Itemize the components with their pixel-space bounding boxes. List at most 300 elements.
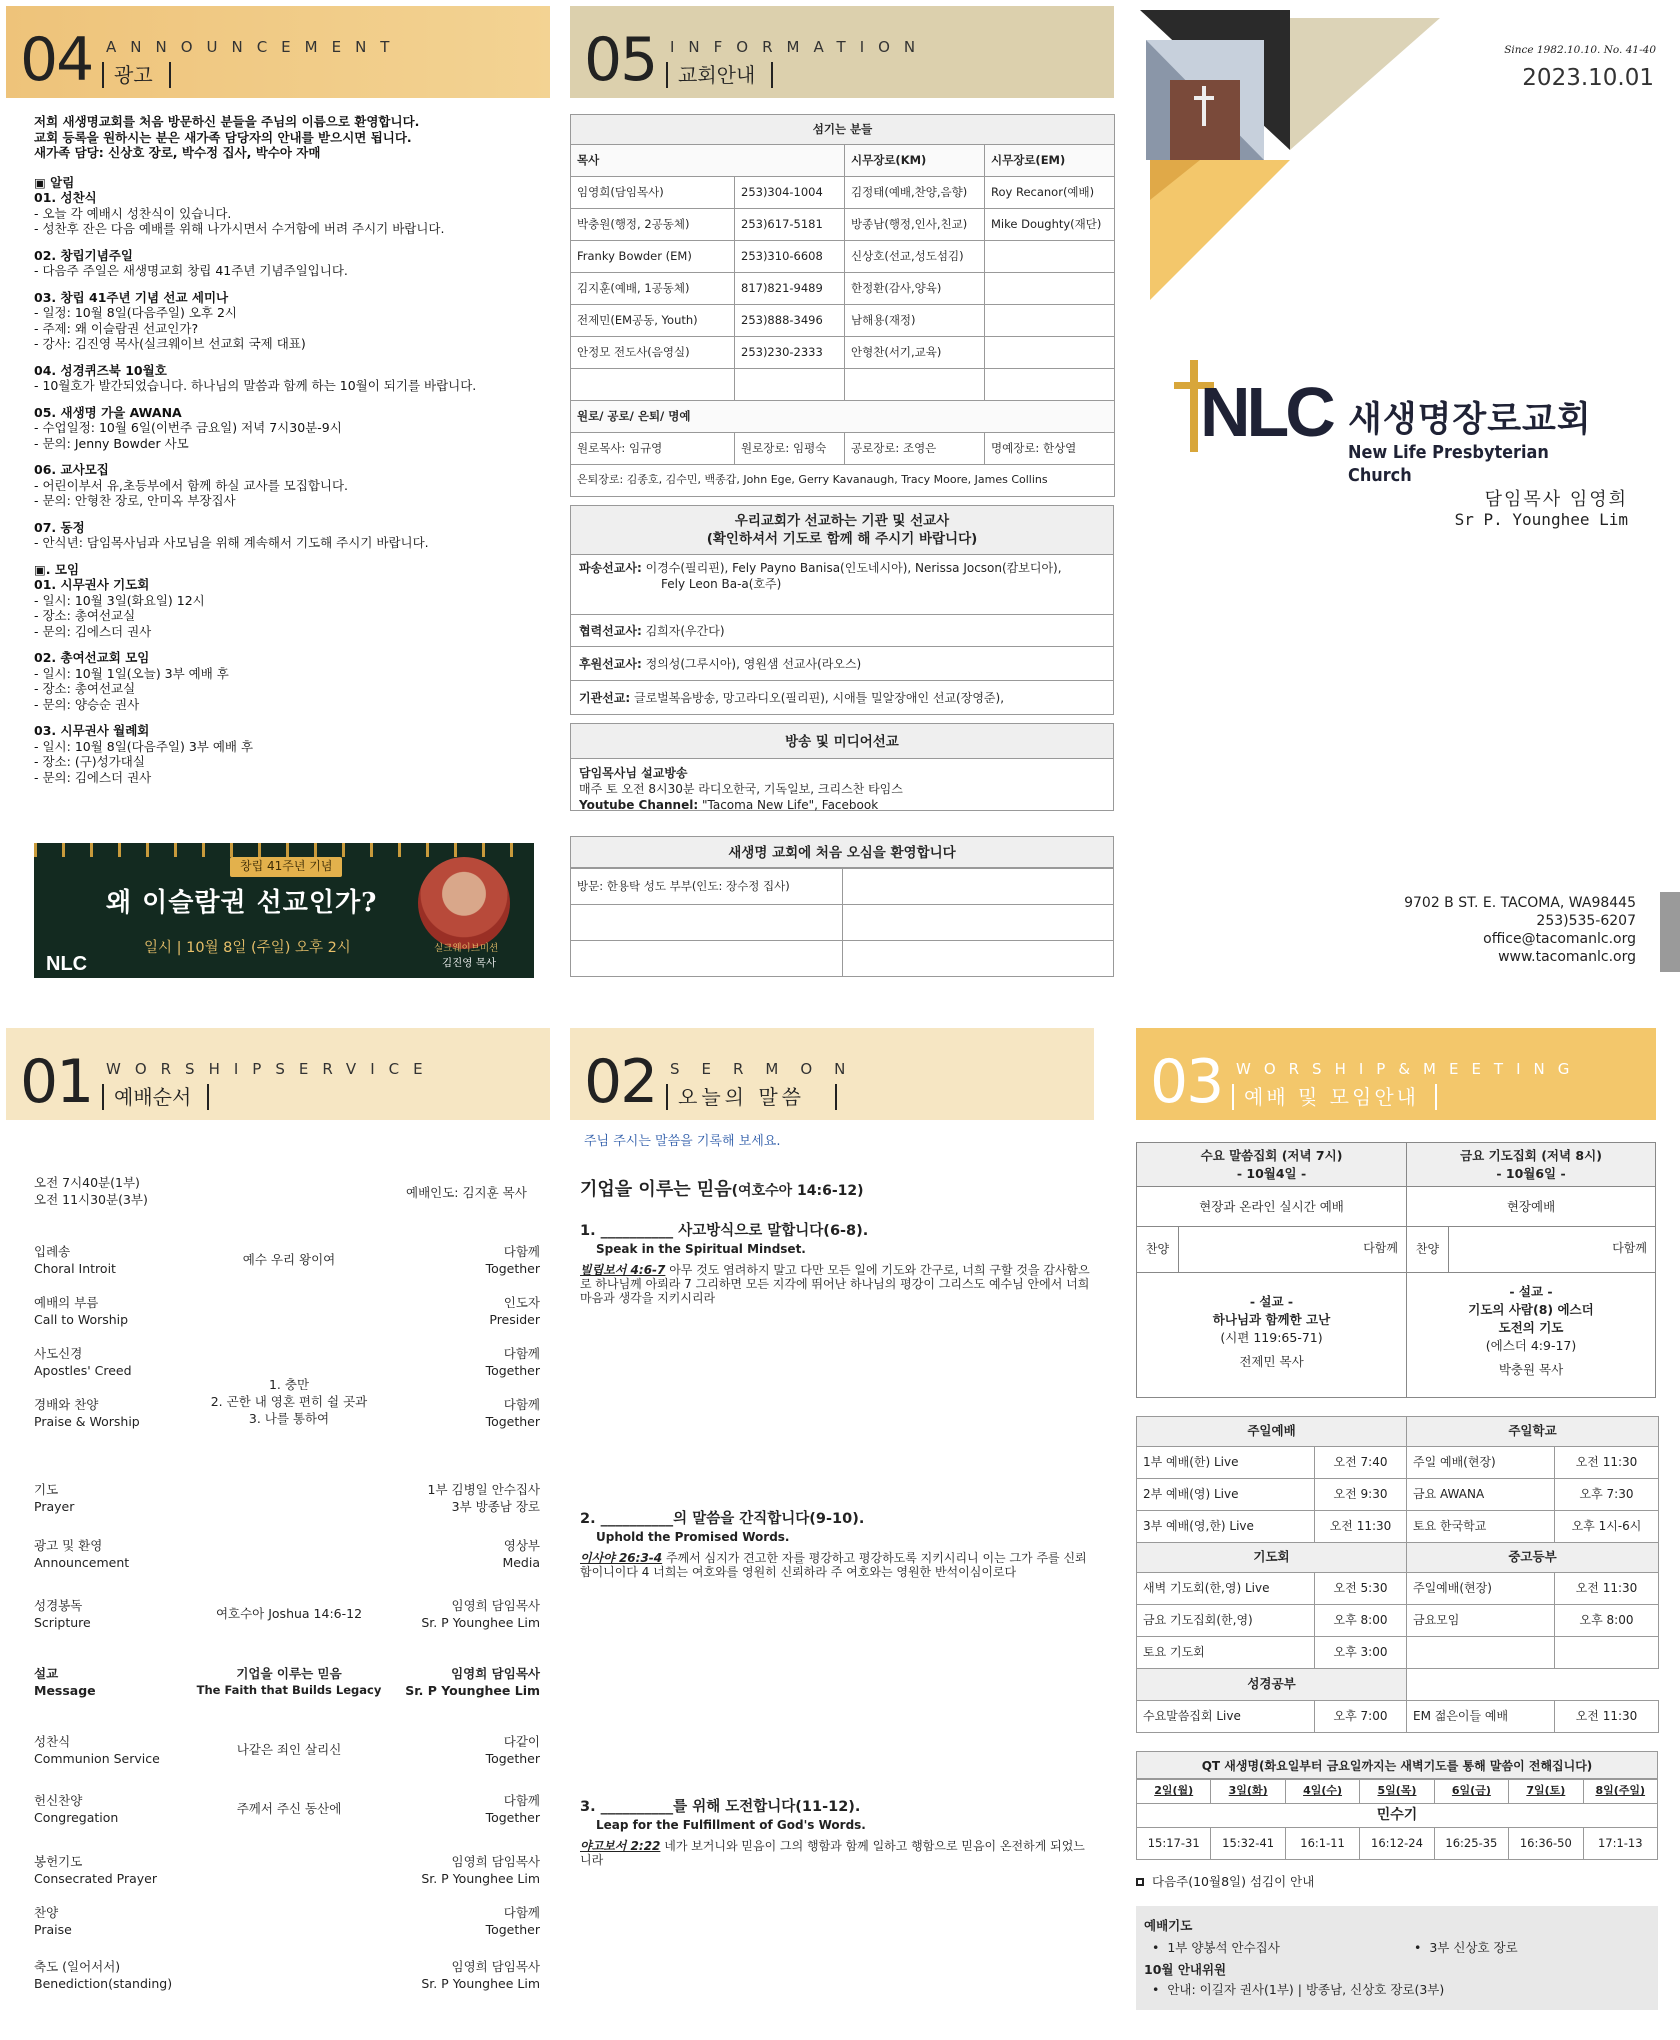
mission-org-list: 글로벌복음방송, 망고라디오(필리핀), 시애틀 밀알장애인 선교(장영준),: [634, 691, 1005, 705]
wed-sermon: [1137, 1273, 1407, 1397]
qt-title: QT 새생명(화요일부터 금요일까지는 새벽기도를 통해 말씀이 전해집니다): [1136, 1751, 1658, 1779]
worship-item-leader: [486, 1792, 540, 1826]
section-title-en: WORSHIP&MEETING: [1236, 1060, 1583, 1078]
notice-item-line: - 문의: 김에스더 권사: [34, 769, 152, 785]
staff-row: [571, 241, 1115, 273]
cover-graphics: [1140, 10, 1680, 340]
worship-item: [34, 1792, 540, 1834]
midweek-box: [1136, 1142, 1656, 1398]
schedule-heading: 중고등부: [1407, 1543, 1659, 1573]
verse-ref: 이사야 26:3-4: [580, 1551, 663, 1565]
worship-leader-en: Together: [485, 1261, 540, 1276]
staff-cell: [571, 369, 735, 401]
qt-day: 2일(월): [1137, 1780, 1211, 1804]
qt-day: 4일(수): [1285, 1780, 1359, 1804]
staff-row: [571, 209, 1115, 241]
fri-sermon: [1407, 1273, 1655, 1397]
worship-leader-ko: 임영희 담임목사: [451, 1959, 540, 1974]
worship-item-en: Call to Worship: [34, 1312, 129, 1327]
qt-ref: 17:1-13: [1583, 1828, 1657, 1860]
mission-title: [570, 505, 1114, 555]
notice-item-line: - 강사: 김진영 목사(실크웨이브 선교회 국제 대표): [34, 336, 306, 351]
notice-item-title: 05. 새생명 가을 AWANA: [34, 404, 182, 420]
visitor-1: 방문: 한용탁 성도 부부(인도: 장수정 집사): [571, 869, 843, 905]
staff-table-wrap: [570, 114, 1114, 497]
notice-item: [34, 723, 544, 785]
worship-item: [34, 1243, 540, 1285]
next-week-heading: [1136, 1874, 1314, 1890]
pastor-en: Sr P. Younghee Lim: [1454, 510, 1628, 529]
worship-item-en: Choral Introit: [34, 1261, 116, 1276]
worship-item-leader: [486, 1733, 540, 1767]
worship-item-ko: 헌신찬양: [34, 1793, 83, 1808]
elder-3: 공로장로: 조영은: [845, 433, 985, 465]
notice-item-line: - 문의: 안형찬 장로, 안미옥 부장집사: [34, 493, 236, 508]
mission-org: [570, 681, 1114, 715]
worship-leader-en: 3부 방종남 장로: [451, 1499, 540, 1514]
staff-cell: Mike Doughty(재단): [985, 209, 1115, 241]
schedule-row: [1137, 1605, 1659, 1637]
fri-sermon-title: 기도의 사람(8) 에스더: [1468, 1302, 1594, 1317]
fri-hymn-label: 찬양: [1407, 1227, 1449, 1272]
qt-ref: 15:17-31: [1137, 1828, 1211, 1860]
worship-leader-en: Sr. P Younghee Lim: [405, 1683, 540, 1698]
col-km-elder: 시무장로(KM): [845, 145, 985, 177]
staff-cell: 김정태(예배,찬양,음향): [845, 177, 985, 209]
qt-ref: 16:12-24: [1360, 1828, 1434, 1860]
schedule-cell: 1부 예배(한) Live: [1137, 1447, 1315, 1479]
staff-header-row: [571, 145, 1115, 177]
notice-item: [34, 363, 544, 394]
sermon-point-en: Uphold the Promised Words.: [596, 1530, 790, 1544]
worship-leader-ko: 인도자: [503, 1295, 540, 1310]
section-title-en: WORSHIPSERVICE: [106, 1060, 437, 1078]
wed-title-2: - 10월4일 -: [1236, 1166, 1307, 1181]
staff-table: [570, 114, 1115, 497]
schedule-heading: 성경공부: [1137, 1669, 1407, 1701]
staff-cell: 253)888-3496: [735, 305, 845, 337]
schedule-cell: 오전 5:30: [1315, 1573, 1407, 1605]
notice-item: [34, 248, 544, 279]
staff-cell: 임영희(담임목사): [571, 177, 735, 209]
worship-leader-ko: 임영희 담임목사: [451, 1854, 540, 1869]
qt-day: 3일(화): [1211, 1780, 1285, 1804]
schedule-row: [1137, 1573, 1659, 1605]
schedule-cell: 토요 기도회: [1137, 1637, 1315, 1669]
square-bullet-icon: [1136, 1878, 1144, 1886]
sermon-point-heading: 3. __________를 위해 도전합니다(11-12).: [580, 1799, 861, 1815]
schedule-cell: EM 젊은이들 예배: [1407, 1701, 1555, 1733]
notice-item-line: - 일정: 10월 8일(다음주일) 오후 2시: [34, 305, 237, 320]
staff-row: [571, 273, 1115, 305]
worship-leader-ko: 다함께: [503, 1793, 540, 1808]
church-cross-h: [1194, 96, 1214, 100]
worship-item: [34, 1733, 540, 1775]
wed-title-1: 수요 말씀집회 (저녁 7시): [1200, 1148, 1343, 1163]
mission-support: [570, 647, 1114, 681]
fri-hymn-lead: 다함께: [1612, 1241, 1647, 1255]
worship-item: [34, 1481, 540, 1523]
fri-sermon-ref: (에스더 4:9-17): [1485, 1338, 1577, 1353]
worship-item-leader: [421, 1958, 540, 1992]
worship-item-name: [34, 1537, 224, 1571]
issue-since: Since 1982.10.10. No. 41-40: [1504, 44, 1656, 56]
qt-days-row: [1137, 1780, 1658, 1804]
notice-item: [34, 520, 544, 551]
section-number: 04: [20, 25, 93, 95]
worship-leader-en: Together: [485, 1751, 540, 1766]
elders-title: 원로/ 공로/ 은퇴/ 명예: [571, 401, 1115, 433]
worship-item-en: Apostles' Creed: [34, 1363, 132, 1378]
pastor-ko: 담임목사 임영희: [1484, 489, 1628, 510]
worship-leader-ko: 1부 김병일 안수집사: [427, 1482, 540, 1497]
worship-item-en: Praise: [34, 1922, 72, 1937]
verse-ref: 야고보서 2:22: [580, 1839, 661, 1853]
church-name-ko: 새생명장로교회: [1348, 400, 1592, 440]
banner-org: 실크웨이브미션: [434, 943, 499, 954]
seminar-banner[interactable]: [34, 843, 534, 978]
media-line-1: 담임목사님 설교방송: [579, 766, 688, 780]
schedule-row: [1137, 1511, 1659, 1543]
church-cross-v: [1202, 86, 1206, 126]
section-title-en: SERMON: [670, 1060, 868, 1078]
youtube-label: Youtube Channel:: [579, 798, 699, 812]
staff-cell: 박충원(행정, 2공동체): [571, 209, 735, 241]
notice-item-line: - 문의: Jenny Bowder 사모: [34, 435, 189, 451]
schedule-cell: 오전 11:30: [1555, 1701, 1659, 1733]
header-02: [570, 1028, 1094, 1120]
schedule-row: [1137, 1637, 1659, 1669]
worship-item-ko: 설교: [34, 1666, 59, 1681]
mission-partner: [570, 615, 1114, 647]
qt-book-row: [1137, 1804, 1658, 1828]
youtube-channel[interactable]: "Tacoma New Life", Facebook: [701, 798, 879, 812]
worship-leader-ko: 다함께: [503, 1397, 540, 1412]
fri-hymn: [1407, 1227, 1655, 1273]
notice-item-title: 01. 성찬식: [34, 190, 97, 205]
prayer-heading: 예배기도: [1144, 1918, 1193, 1933]
usher-heading: 10월 안내위원: [1144, 1962, 1227, 1977]
col-em-elder: 시무장로(EM): [985, 145, 1115, 177]
notice-item-title: 02. 창립기념주일: [34, 247, 133, 263]
schedule-header-row: [1137, 1543, 1659, 1573]
worship-item-leader: [486, 1904, 540, 1938]
wed-hymn-label: 찬양: [1137, 1227, 1179, 1272]
visitor-table: [570, 868, 1114, 977]
prayer-1-text: 1부 양봉석 안수집사: [1167, 1940, 1280, 1955]
worship-item-name: [34, 1904, 224, 1938]
qt-ref: 16:36-50: [1509, 1828, 1583, 1860]
fri-sermon-subtitle: 도전의 기도: [1498, 1320, 1564, 1335]
notice-item-title: 03. 시무권사 월례회: [34, 723, 150, 738]
notice-item-line: - 오늘 각 예배시 성찬식이 있습니다.: [34, 205, 232, 221]
schedule-heading: 기도회: [1137, 1543, 1407, 1573]
sermon-point: [580, 1222, 1094, 1305]
triangle-tan: [1290, 18, 1440, 150]
prayer-list: [1144, 1936, 1650, 1960]
prayer-1: • 1부 양봉석 안수집사: [1152, 1940, 1280, 1955]
worship-item-en: Message: [34, 1683, 96, 1698]
mission-sent-list: 이경수(필리핀), Fely Payno Banisa(인도네시아), Nerissa Jocson(캄보디아),: [645, 561, 1062, 575]
notice-item-line: - 안식년: 담임목사님과 사모님을 위해 계속해서 기도해 주시기 바랍니다.: [34, 535, 429, 550]
qt-ref: 15:32-41: [1211, 1828, 1285, 1860]
notice-item: [34, 650, 544, 712]
address-line: 9702 B ST. E. TACOMA, WA98445: [1404, 895, 1636, 911]
visitor-5: [571, 941, 843, 977]
worship-item-name: [34, 1958, 224, 1992]
fri-title-2: - 10월6일 -: [1496, 1166, 1566, 1181]
worship-leader-en: Media: [502, 1555, 540, 1570]
section-number: 02: [584, 1047, 657, 1117]
staff-cell: 안정모 전도사(음영실): [571, 337, 735, 369]
notice-item: [34, 577, 544, 639]
notice-item-line: - 장소: 총여선교실: [34, 681, 136, 696]
section-number: 03: [1150, 1047, 1223, 1117]
schedule-cell: 주일예배(현장): [1407, 1573, 1555, 1605]
notice-item: [34, 190, 544, 237]
worship-leader-en: Presider: [489, 1312, 540, 1327]
worship-item: [34, 1904, 540, 1946]
fri-sermon-label: - 설교 -: [1509, 1284, 1553, 1299]
worship-item: [34, 1958, 540, 2000]
wed-sermon-title: 하나님과 함께한 고난: [1212, 1312, 1331, 1327]
worship-item-leader: [489, 1294, 540, 1328]
welcome-title: 새생명 교회에 처음 오심을 환영합니다: [570, 836, 1114, 868]
section-number: 01: [20, 1047, 93, 1117]
schedule-table: [1136, 1416, 1659, 1733]
fri-preacher: 박충원 목사: [1498, 1362, 1564, 1377]
header-05: [570, 6, 1114, 98]
worship-detail-line: 기업을 이루는 믿음: [236, 1666, 342, 1681]
schedule-cell: 오전 9:30: [1315, 1479, 1407, 1511]
welcome-box: [570, 836, 1114, 977]
usher-list: • 안내: 이길자 권사(1부) | 방종남, 신상호 장로(3부): [1152, 1982, 1445, 1997]
banner-lights: [34, 843, 534, 857]
worship-leader-ko: 다함께: [503, 1346, 540, 1361]
schedule-cell: 오후 3:00: [1315, 1637, 1407, 1669]
church-logo: [1170, 360, 1640, 486]
worship-item-leader: [421, 1597, 540, 1631]
staff-cell: 한정환(감사,양육): [845, 273, 985, 305]
worship-item-leader: [428, 1481, 541, 1515]
schedule-cell: [1555, 1637, 1659, 1669]
notice-item-title: 01. 시무권사 기도회: [34, 577, 150, 592]
mission-sent-label: 파송선교사:: [579, 561, 642, 575]
fri-title-1: 금요 기도집회 (저녁 8시): [1460, 1148, 1602, 1163]
worship-item-detail: [164, 1741, 414, 1758]
notice-heading: ▣ 알림: [34, 174, 75, 190]
schedule-heading: 주일예배: [1137, 1417, 1407, 1447]
cover-triangles: [1140, 10, 1680, 340]
elder-2: 원로장로: 임평숙: [735, 433, 845, 465]
issue-date: 2023.10.01: [1522, 65, 1654, 91]
prayer-2-text: 3부 신상호 장로: [1429, 1940, 1518, 1955]
worship-item-en: Announcement: [34, 1555, 130, 1570]
worship-item-leader: [486, 1345, 540, 1379]
qt-book: 민수기: [1137, 1804, 1658, 1828]
media-line-2: 매주 토 오전 8시30분 라디오한국, 기독일보, 크리스찬 타임스: [579, 782, 903, 796]
schedule-cell: 주일 예배(현장): [1407, 1447, 1555, 1479]
worship-item-ko: 봉헌기도: [34, 1854, 83, 1869]
staff-cell: Franky Bowder (EM): [571, 241, 735, 273]
schedule-cell: 오전 11:30: [1315, 1511, 1407, 1543]
worship-leader-en: Together: [485, 1414, 540, 1429]
notice-item-line: - 일시: 10월 8일(다음주일) 3부 예배 후: [34, 738, 254, 754]
sermon-note: 주님 주시는 말씀을 기록해 보세요.: [584, 1134, 781, 1149]
sermon-point: [580, 1798, 1094, 1867]
service-times: [34, 1174, 148, 1208]
worship-leader-ko: 영상부: [503, 1538, 540, 1553]
worship-item-en: Prayer: [34, 1499, 75, 1514]
worship-item-leader: [502, 1537, 540, 1571]
worship-detail-line: 여호수아 Joshua 14:6-12: [215, 1606, 363, 1621]
wed-hymn-lead: 다함께: [1363, 1241, 1398, 1255]
staff-cell: 방종남(행정,인사,친교): [845, 209, 985, 241]
retired-elders: 은퇴장로: 김종호, 김수민, 백종갑, John Ege, Gerry Kavanaugh, Tracy Moore, James Collins: [571, 465, 1115, 497]
banner-logo: NLC: [46, 953, 88, 975]
schedule-cell: 새벽 기도회(한,영) Live: [1137, 1573, 1315, 1605]
staff-cell: 남해용(재정): [845, 305, 985, 337]
notice-list: [34, 190, 544, 551]
worship-leader-ko: 임영희 담임목사: [451, 1598, 540, 1613]
notice-item-line: - 어린이부서 유,초등부에서 함께 하실 교사를 모집합니다.: [34, 477, 349, 493]
address-line: 253)535-6207: [1536, 913, 1636, 929]
qt-day: 6일(금): [1434, 1780, 1508, 1804]
media-title: 방송 및 미디어선교: [570, 723, 1114, 759]
worship-leader-ko: 다같이: [503, 1734, 540, 1749]
worship-item-detail: [164, 1376, 414, 1427]
staff-cell: 253)304-1004: [735, 177, 845, 209]
worship-item-ko: 성경봉독: [34, 1598, 83, 1613]
fri-title: [1407, 1143, 1655, 1187]
section-title-en: INFORMATION: [670, 38, 930, 56]
schedule-row: [1137, 1701, 1659, 1733]
qt-table: [1136, 1779, 1658, 1860]
staff-cell: [845, 369, 985, 401]
notice-item-line: - 일시: 10월 1일(오늘) 3부 예배 후: [34, 665, 229, 681]
mission-title-2: (확인하셔서 기도로 함께 해 주시기 바랍니다): [706, 531, 978, 547]
worship-item: [34, 1665, 540, 1707]
schedule-cell: 금요모임: [1407, 1605, 1555, 1637]
address-line: office@tacomanlc.org: [1483, 931, 1636, 947]
worship-item-en: Communion Service: [34, 1751, 160, 1766]
staff-row: [571, 337, 1115, 369]
elder-1: 원로목사: 임규영: [571, 433, 735, 465]
speaker-photo: [418, 857, 510, 949]
schedule-blank: [1407, 1669, 1659, 1701]
worship-item-ko: 입례송: [34, 1244, 71, 1259]
mission-support-label: 후원선교사:: [579, 657, 642, 671]
staff-cell: 전제민(EM공동, Youth): [571, 305, 735, 337]
schedule-cell: 토요 한국학교: [1407, 1511, 1555, 1543]
worship-detail-line: The Faith that Builds Legacy: [196, 1683, 382, 1697]
staff-row: [571, 305, 1115, 337]
schedule-cell: 3부 예배(영,한) Live: [1137, 1511, 1315, 1543]
schedule-cell: 오후 7:30: [1555, 1479, 1659, 1511]
visitor-4: [843, 905, 1114, 941]
worship-item-detail: [164, 1251, 414, 1268]
next-week-box: [1136, 1906, 1658, 2010]
banner-title: 왜 이슬람권 선교인가?: [106, 888, 378, 918]
next-week-title: 다음주(10월8일) 섬김이 안내: [1152, 1874, 1315, 1889]
staff-cell: 안형찬(서기,교육): [845, 337, 985, 369]
schedule-cell: 오전 11:30: [1555, 1573, 1659, 1605]
address-line: www.tacomanlc.org: [1498, 949, 1636, 965]
worship-item-name: [34, 1853, 224, 1887]
welcome-text: [34, 114, 544, 161]
notice-item-title: 07. 동정: [34, 519, 85, 535]
elder-4: 명예장로: 한상열: [985, 433, 1115, 465]
staff-table-title: 섬기는 분들: [571, 115, 1115, 145]
worship-item-name: [34, 1294, 224, 1328]
qt-day: 8일(주일): [1583, 1780, 1657, 1804]
announcement-body: [34, 114, 544, 796]
staff-row: [571, 177, 1115, 209]
worship-item-ko: 기도: [34, 1482, 59, 1497]
staff-cell: 신상호(선교,성도섬김): [845, 241, 985, 273]
staff-cell: 253)617-5181: [735, 209, 845, 241]
banner-speaker: 김진영 목사: [442, 957, 497, 969]
worship-item-en: Scripture: [34, 1615, 91, 1630]
mission-sent: [570, 555, 1114, 615]
worship-item-detail: [164, 1800, 414, 1817]
worship-item-detail: [164, 1605, 414, 1622]
worship-detail-line: 2. 곤한 내 영혼 편히 쉴 곳과: [210, 1394, 368, 1409]
notice-item-line: - 10월호가 발간되었습니다. 하나님의 말씀과 함께 하는 10월이 되기를 바랍니다.: [34, 378, 477, 393]
elders-row: [571, 433, 1115, 465]
staff-cell: Roy Recanor(예배): [985, 177, 1115, 209]
qt-ref: 16:1-11: [1285, 1828, 1359, 1860]
visitor-2: [843, 869, 1114, 905]
staff-cell: [985, 241, 1115, 273]
schedule-cell: 오후 7:00: [1315, 1701, 1407, 1733]
welcome-line: 저희 새생명교회를 처음 방문하신 분들을 주님의 이름으로 환영합니다.: [34, 114, 420, 129]
qt-ref: 16:25-35: [1434, 1828, 1508, 1860]
prayer-2: • 3부 신상호 장로: [1414, 1940, 1518, 1955]
mission-box: [570, 505, 1114, 715]
worship-detail-line: 예수 우리 왕이여: [242, 1252, 336, 1267]
worship-item: [34, 1597, 540, 1639]
worship-item-en: Praise & Worship: [34, 1414, 140, 1429]
worship-item-ko: 성찬식: [34, 1734, 71, 1749]
worship-detail-line: 3. 나를 통하여: [248, 1411, 330, 1426]
worship-leader-ko: 다함께: [503, 1905, 540, 1920]
worship-item-name: [34, 1345, 224, 1379]
logo-mark: NLC: [1200, 373, 1332, 451]
media-box: [570, 723, 1114, 811]
sermon-point-heading: 1. __________ 사고방식으로 말합니다(6-8).: [580, 1223, 869, 1239]
schedule-header-row: [1137, 1417, 1659, 1447]
staff-cell: 253)310-6608: [735, 241, 845, 273]
staff-cell: 김지훈(예배, 1공동체): [571, 273, 735, 305]
wed-sermon-ref: (시편 119:65-71): [1220, 1330, 1323, 1345]
church-address: [1404, 894, 1636, 966]
mission-org-label: 기관선교:: [579, 691, 631, 705]
notice-item: [34, 462, 544, 509]
church-name-en: New Life Presbyterian Church: [1348, 443, 1549, 486]
notice-item-title: 03. 창립 41주년 기념 선교 세미나: [34, 289, 229, 305]
worship-item: [34, 1377, 540, 1438]
service-time-2: 오전 11시30분(3부): [34, 1192, 148, 1207]
wed-type: 현장과 온라인 실시간 예배: [1137, 1187, 1407, 1227]
sermon-point-en: Leap for the Fulfillment of God's Words.: [596, 1818, 866, 1832]
notice-item-title: 02. 총여선교회 모임: [34, 650, 150, 665]
wed-sermon-label: - 설교 -: [1249, 1294, 1294, 1309]
notice-item-line: - 다음주 주일은 새생명교회 창립 41주년 기념주일입니다.: [34, 263, 348, 278]
worship-item-en: Benediction(standing): [34, 1976, 173, 1991]
worship-item-ko: 경배와 찬양: [34, 1397, 99, 1412]
worship-item-leader: [421, 1853, 540, 1887]
